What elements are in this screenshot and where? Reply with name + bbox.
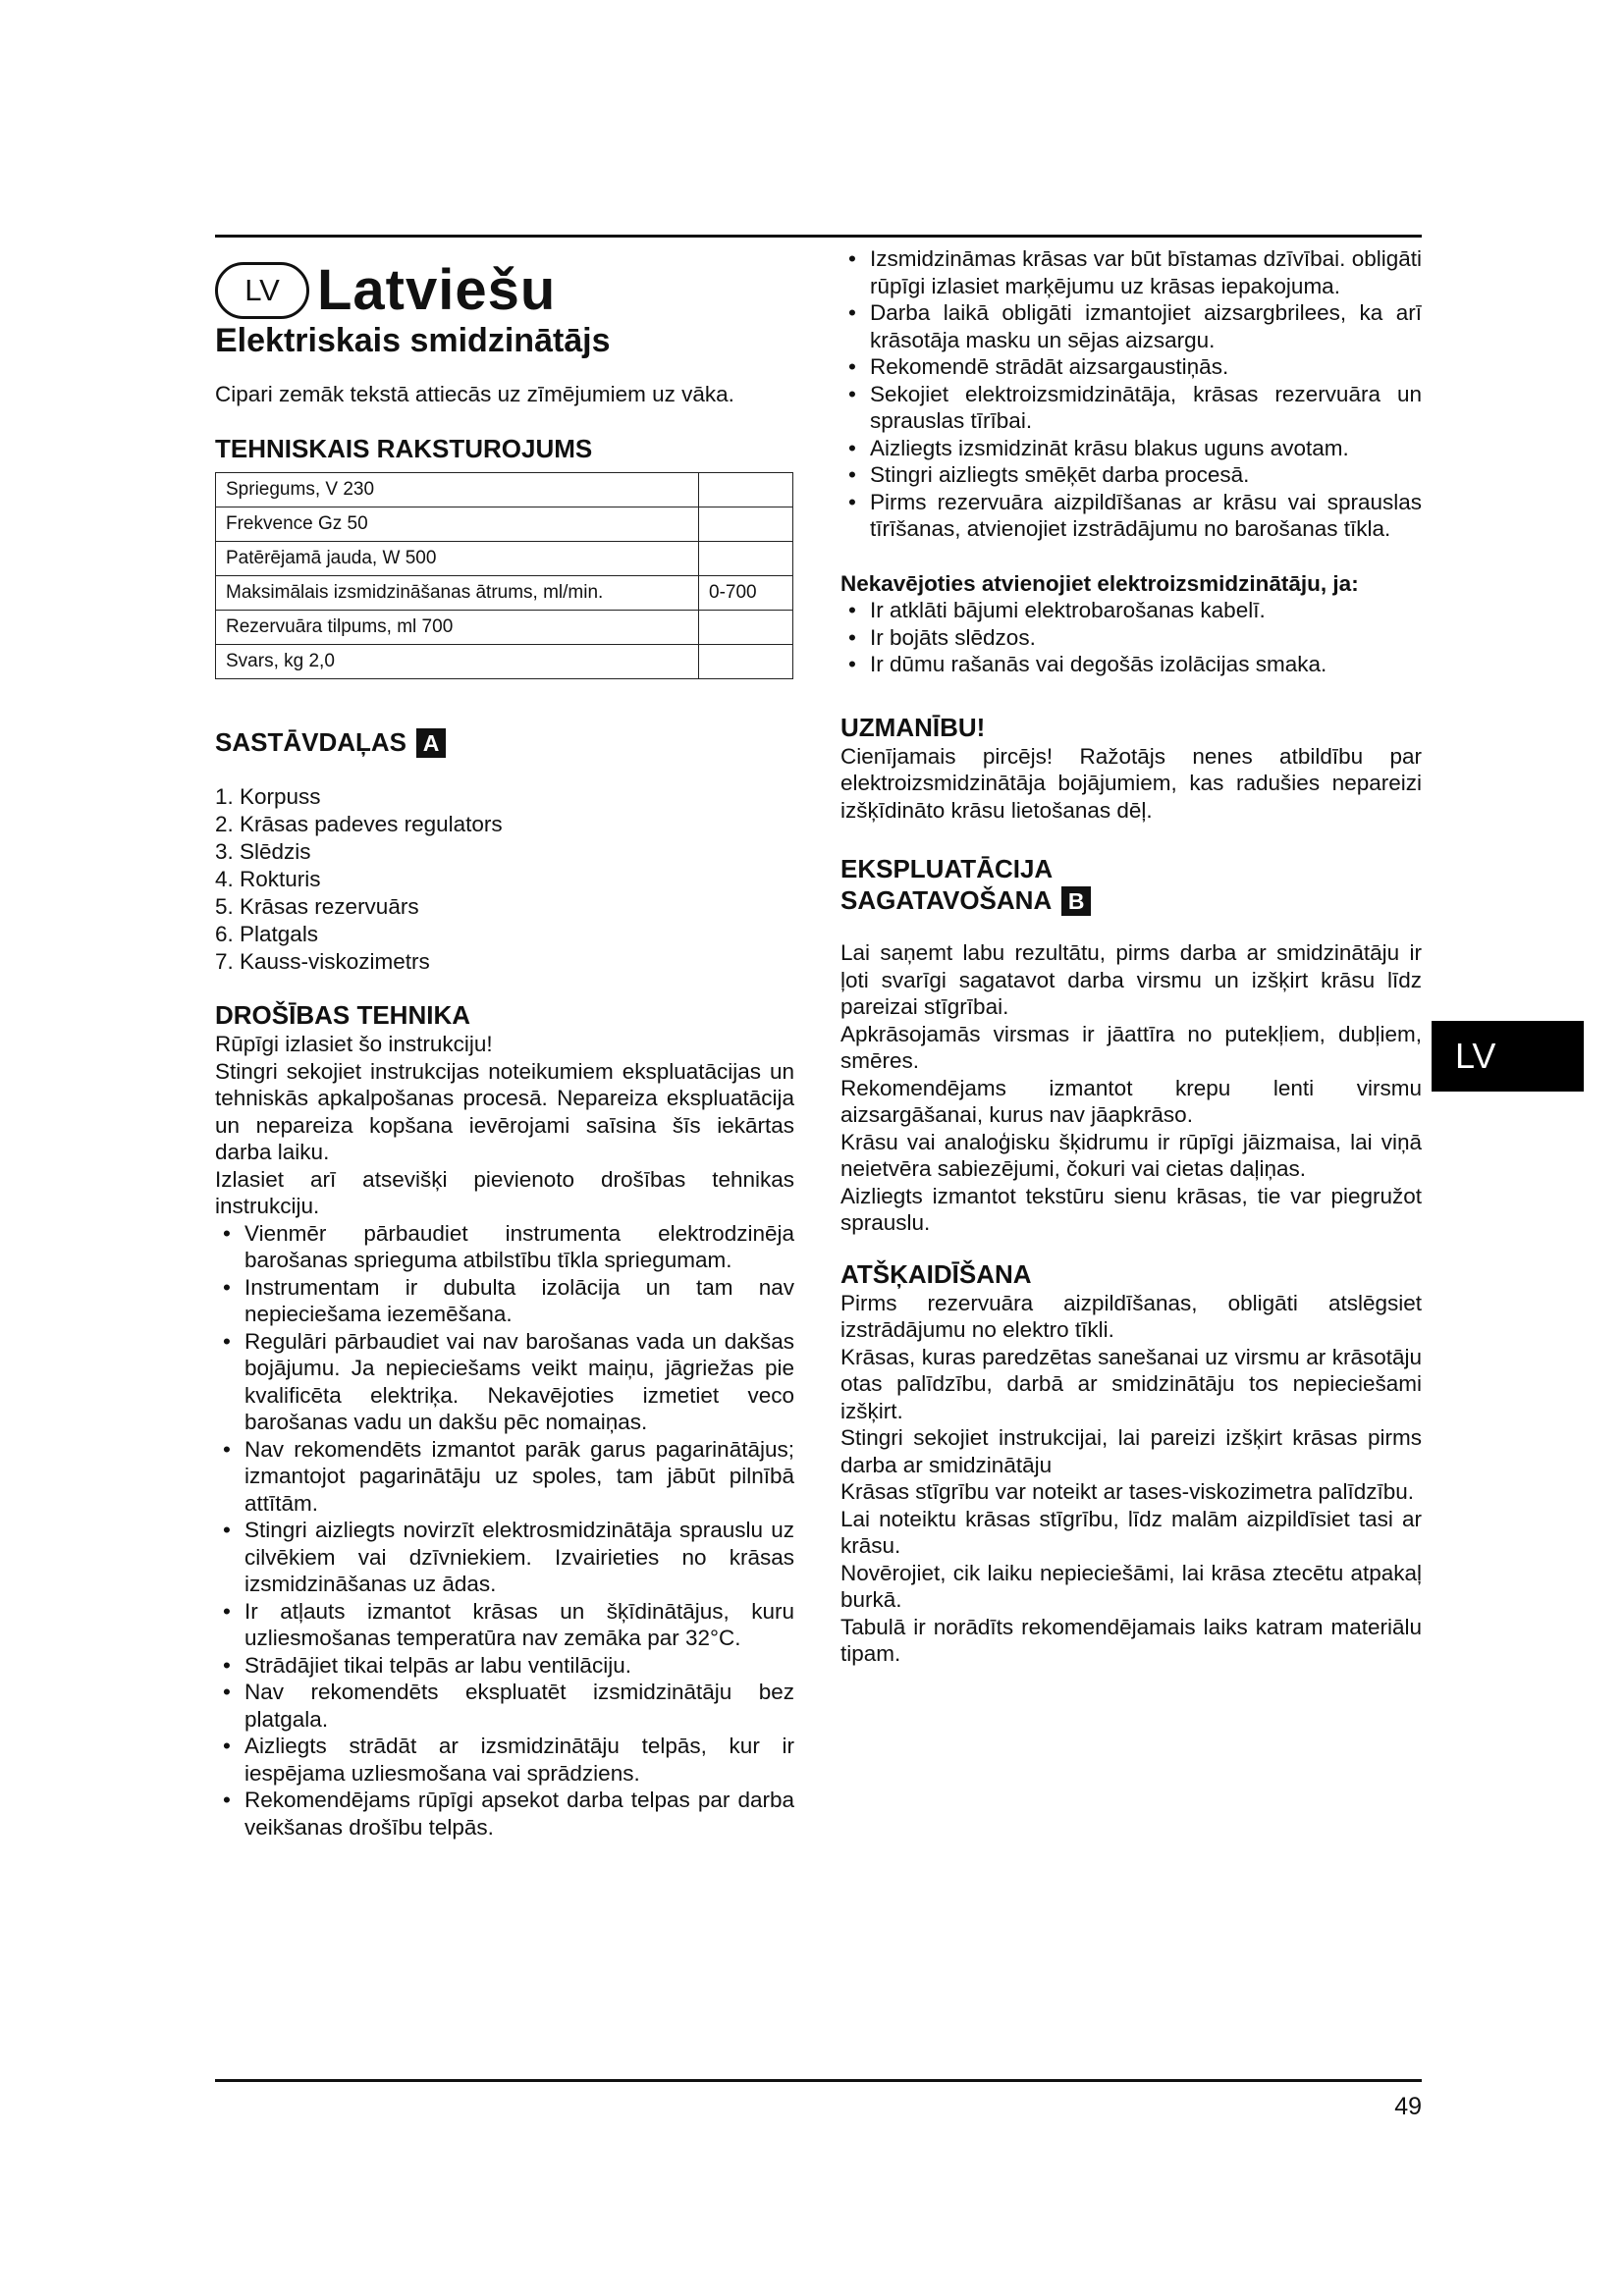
right-column (840, 245, 1422, 1668)
title-row (215, 247, 794, 334)
list-item: • Vienmēr pārbaudiet instrumenta elektrodzinēja barošanas sprieguma atbilstību tīkla spriegumam. (215, 1220, 794, 1274)
list-item: 7. Kauss-viskozimetrs (215, 949, 430, 974)
left-column (215, 247, 794, 1841)
table-row (216, 611, 793, 645)
list-item: • Stingri aizliegts novirzīt elektrosmidzinātāja sprauslu uz cilvēkiem vai dzīvniekiem. Izvairieties no krāsas izsmidzināšanas uz ādas. (215, 1517, 794, 1598)
list-item: 2. Krāsas padeves regulators (215, 812, 503, 836)
list-item: • Sekojiet elektroizsmidzinātāja, krāsas rezervuāra un sprauslas tīrībai. (840, 381, 1422, 435)
paragraph: Lai saņemt labu rezultātu, pirms darba ar smidzinātāju ir ļoti svarīgi sagatavot darba virsmu un izšķirt krāsu līdz pareizai stīgrībai. (840, 940, 1422, 1019)
spec-value (699, 611, 793, 645)
preparation-heading-text: SAGATAVOŠANA (840, 885, 1053, 915)
list-item: • Ir dūmu rašanās vai degošās izolācijas smaka. (840, 651, 1422, 678)
operation-heading: EKSPLUATĀCIJA (840, 854, 1054, 883)
specs-table (215, 472, 793, 679)
spec-value (699, 473, 793, 507)
paragraph: Rekomendējams izmantot krepu lenti virsmu aizsargāšanai, kurus nav jāapkrāso. (840, 1075, 1422, 1127)
disconnect-heading: Nekavējoties atvienojiet elektroizsmidzinātāju, ja: (840, 570, 1359, 596)
safety-heading: DROŠĪBAS TEHNIKA (215, 1000, 471, 1030)
list-item: • Nav rekomendēts ekspluatēt izsmidzinātāju bez platgala. (215, 1679, 794, 1733)
spec-label: Rezervuāra tilpums, ml 700 (216, 611, 699, 645)
list-item: • Izsmidzināmas krāsas var būt bīstamas dzīvībai. obligāti rūpīgi izlasiet marķējumu uz krāsas iepakojuma. (840, 245, 1422, 299)
figure-badge-a: A (416, 728, 446, 758)
top-rule (215, 235, 1422, 238)
spec-label: Svars, kg 2,0 (216, 645, 699, 679)
list-item: • Ir bojāts slēdzos. (840, 624, 1422, 652)
parts-heading-text: SASTĀVDAĻAS (215, 727, 407, 757)
spec-value (699, 507, 793, 542)
list-item: 3. Slēdzis (215, 839, 311, 864)
parts-heading (215, 726, 794, 758)
preparation-heading (840, 884, 1422, 916)
table-row (216, 576, 793, 611)
intro-text: Cipari zemāk tekstā attiecās uz zīmējumiem uz vāka. (215, 381, 734, 406)
list-item: • Instrumentam ir dubulta izolācija un tam nav nepieciešama iezemēšana. (215, 1274, 794, 1328)
figure-badge-b: B (1061, 886, 1091, 916)
list-item: • Strādājiet tikai telpās ar labu ventilāciju. (215, 1652, 794, 1680)
list-item: 1. Korpuss (215, 784, 321, 809)
table-row (216, 645, 793, 679)
list-item: • Rekomendē strādāt aizsargaustiņās. (840, 353, 1422, 381)
warning-bullets (840, 245, 1422, 543)
paragraph: Krāsas, kuras paredzētas sanešanai uz virsmu ar krāsotāju otas palīdzību, darbā ar smidzinātāju tos nepieciešami izšķirt. (840, 1344, 1422, 1423)
page-number: 49 (1394, 2093, 1422, 2120)
list-item: 5. Krāsas rezervuārs (215, 894, 419, 919)
paragraph: Pirms rezervuāra aizpildīšanas, obligāti atslēgsiet izstrādājumu no elektro tīkli. (840, 1290, 1422, 1342)
list-item: • Nav rekomendēts izmantot parāk garus pagarinātājus; izmantojot pagarinātāju uz spoles, tam jābūt pilnībā attītām. (215, 1436, 794, 1518)
paragraph: Lai noteiktu krāsas stīgrību, līdz malām aizpildīsiet tasi ar krāsu. (840, 1506, 1422, 1558)
list-item: • Aizliegts izsmidzināt krāsu blakus uguns avotam. (840, 435, 1422, 462)
spec-label: Frekvence Gz 50 (216, 507, 699, 542)
paragraph: Aizliegts izmantot tekstūru sienu krāsas, tie var piegružot sprauslu. (840, 1183, 1422, 1235)
dilution-heading: ATŠĶAIDĪŠANA (840, 1258, 1032, 1289)
list-item: 6. Platgals (215, 922, 319, 946)
spec-value (699, 542, 793, 576)
specs-heading: TEHNISKAIS RAKSTUROJUMS (215, 434, 593, 463)
list-item: • Ir atļauts izmantot krāsas un šķīdinātājus, kuru uzliesmošanas temperatūra nav zemāka par 32°C. (215, 1598, 794, 1652)
paragraph: Izlasiet arī atsevišķi pievienoto drošības tehnikas instrukciju. (215, 1166, 794, 1218)
spec-label: Patērējamā jauda, W 500 (216, 542, 699, 576)
preparation-text (840, 939, 1422, 1237)
spec-label: Maksimālais izsmidzināšanas ātrums, ml/min. (216, 576, 699, 611)
language-badge: LV (215, 262, 309, 319)
list-item: • Rekomendējams rūpīgi apsekot darba telpas par darba veikšanas drošību telpās. (215, 1787, 794, 1841)
table-row (216, 473, 793, 507)
list-item: 4. Rokturis (215, 867, 321, 891)
paragraph: Stingri sekojiet instrukcijai, lai pareizi izšķirt krāsas pirms darba ar smidzinātāju (840, 1425, 1422, 1477)
side-language-tab: LV (1432, 1021, 1584, 1092)
spec-value (699, 645, 793, 679)
paragraph: Stingri sekojiet instrukcijas noteikumiem ekspluatācijas un tehniskās apkalpošanas procesā. Nepareiza ekspluatācija un nepareiza kopšana ievērojami saīsina šīs iekārtas darba laiku. (215, 1058, 794, 1164)
safety-bullets (215, 1220, 794, 1842)
list-item: • Darba laikā obligāti izmantojiet aizsargbrilees, ka arī krāsotāja masku un sējas aizsargu. (840, 299, 1422, 353)
table-row (216, 507, 793, 542)
paragraph: Krāsas stīgrību var noteikt ar tases-viskozimetra palīdzību. (840, 1479, 1414, 1504)
page-title: Latviešu (317, 258, 557, 323)
table-row (216, 542, 793, 576)
paragraph: Cienījamais pircējs! Ražotājs nenes atbildību par elektroizsmidzinātāja bojājumiem, kas radušies nepareizi izšķīdināto krāsu lietošanas dēļ. (840, 743, 1422, 823)
spec-label: Spriegums, V 230 (216, 473, 699, 507)
list-item: • Regulāri pārbaudiet vai nav barošanas vada un dakšas bojājumu. Ja nepieciešams veikt maiņu, jāgriežas pie kvalificēta elektriķa. Nekavējoties izmetiet veco barošanas vadu un dakšu pēc nomaiņas. (215, 1328, 794, 1436)
disconnect-bullets (840, 597, 1422, 678)
paragraph: Novērojiet, cik laiku nepieciešāmi, lai krāsa ztecētu atpakaļ burkā. (840, 1560, 1422, 1612)
list-item: • Ir atklāti bājumi elektrobarošanas kabelī. (840, 597, 1422, 624)
spec-value: 0-700 (699, 576, 793, 611)
attention-heading: UZMANĪBU! (840, 712, 986, 742)
parts-list (215, 783, 794, 976)
paragraph: Tabulā ir norādīts rekomendējamais laiks katram materiālu tipam. (840, 1614, 1422, 1666)
paragraph: Krāsu vai analoģisku šķidrumu ir rūpīgi jāizmaisa, lai viņā neietvēra sabiezējumi, čokuri vai cietas daļiņas. (840, 1129, 1422, 1181)
paragraph: Apkrāsojamās virsmas ir jāattīra no putekļiem, dubļiem, smēres. (840, 1021, 1422, 1073)
product-subtitle: Elektriskais smidzinātājs (215, 322, 611, 359)
list-item: • Pirms rezervuāra aizpildīšanas ar krāsu vai sprauslas tīrīšanas, atvienojiet izstrādājumu no barošanas tīkla. (840, 489, 1422, 543)
list-item: • Aizliegts strādāt ar izsmidzinātāju telpās, kur ir iespējama uzliesmošana vai sprādziens. (215, 1733, 794, 1787)
paragraph: Rūpīgi izlasiet šo instrukciju! (215, 1032, 493, 1056)
list-item: • Stingri aizliegts smēķēt darba procesā. (840, 461, 1422, 489)
bottom-rule (215, 2079, 1422, 2082)
